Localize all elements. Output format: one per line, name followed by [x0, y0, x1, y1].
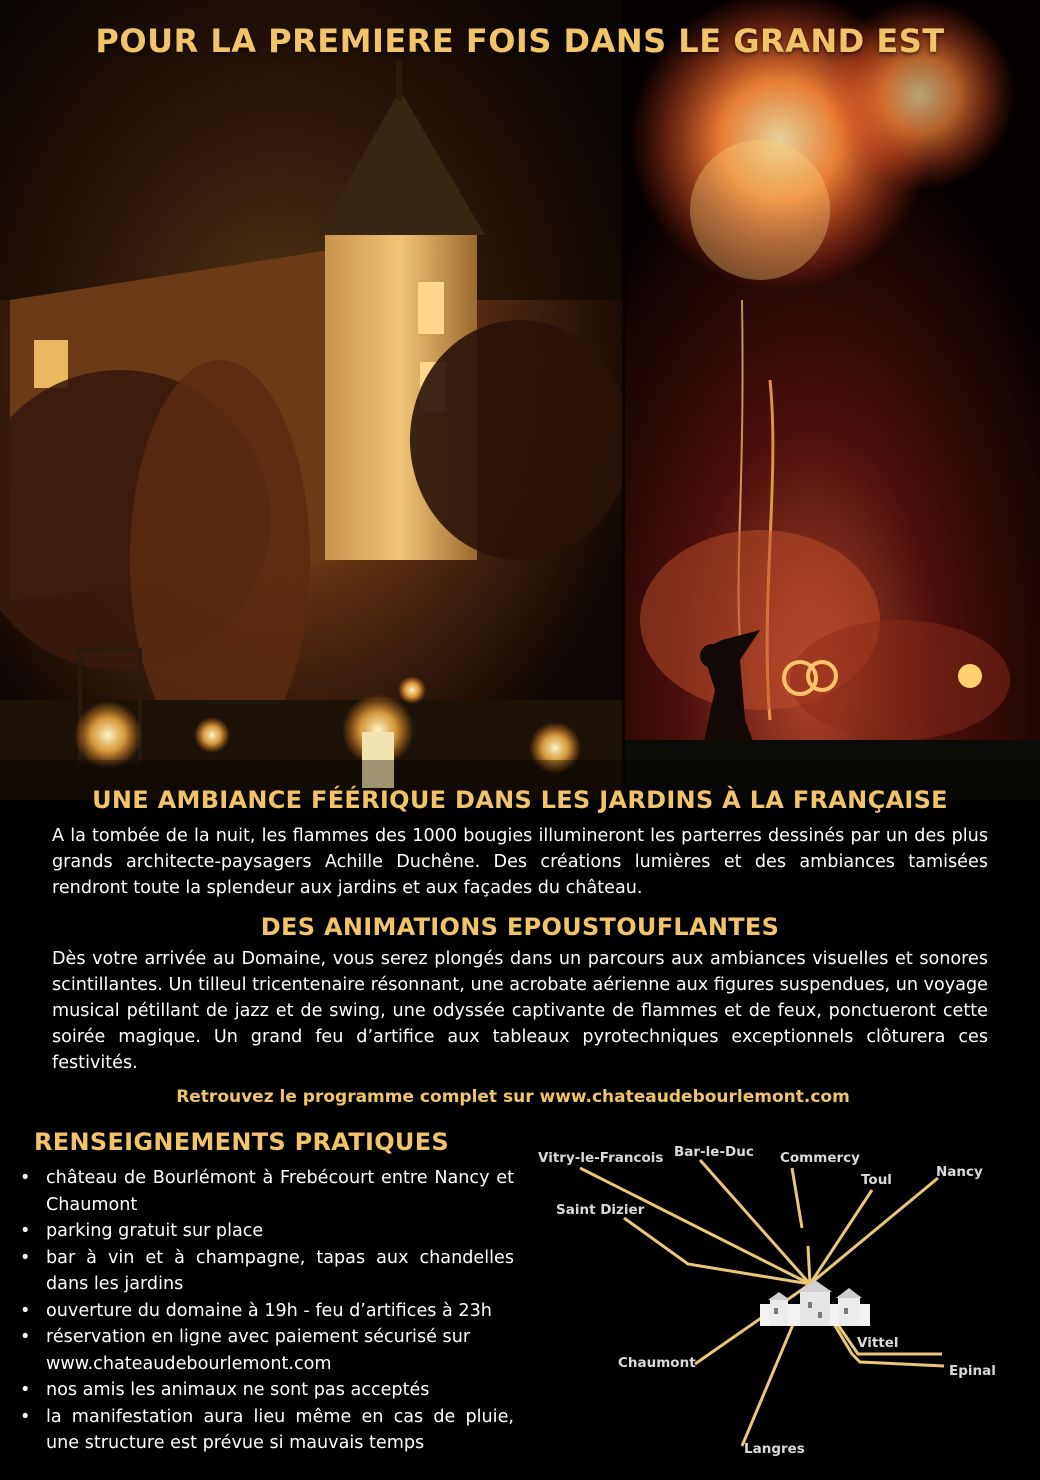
map-label-vittel: Vittel	[857, 1335, 899, 1351]
map-label-vitry: Vitry-le-Francois	[538, 1150, 664, 1166]
program-link[interactable]: Retrouvez le programme complet sur www.chateaudebourlemont.com	[176, 1087, 850, 1107]
castle-icon	[760, 1280, 870, 1326]
map-label-langres: Langres	[744, 1441, 805, 1457]
bullet-icon: •	[20, 1300, 31, 1321]
route-line-short	[808, 1246, 810, 1284]
list-item: • château de Bourlémont à Frebécourt entre Nancy et Chaumont	[20, 1165, 514, 1218]
map-label-barleduc: Bar-le-Duc	[674, 1144, 754, 1160]
map-label-toul: Toul	[861, 1172, 892, 1188]
section-animations-text: Dès votre arrivée au Domaine, vous serez plongés dans un parcours aux ambiances visuelles et sonores scintillantes. Un tilleul tricentenaire résonnant, une acrobate aérienne aux figures suspendues, un voyage musical pétillant de jazz et de swing, une odyssée captivante de flammes et de feux, ponctueront cette soirée magique. Un grand feu d’artifice aux tableaux pyrotechniques exceptionnels clôturera ces festivités.	[52, 949, 988, 1073]
bullet-icon: •	[20, 1406, 31, 1427]
bullet-icon: •	[20, 1168, 31, 1188]
map-label-nancy: Nancy	[936, 1164, 983, 1180]
route-line-commercy	[792, 1168, 802, 1228]
info-list	[20, 1165, 514, 1457]
list-item: • la manifestation aura lieu même en cas de pluie, une structure est prévue si mauvais temps	[20, 1404, 514, 1457]
section-ambiance-text: A la tombée de la nuit, les flammes des 1000 bougies illumineront les parterres dessinés par un des plus grands architecte-paysagers Achille Duchêne. Des créations lumières et des ambiances tamisées rendront toute la splendeur aux jardins et aux façades du château.	[52, 826, 988, 898]
route-map	[520, 1138, 1040, 1476]
list-item: • nos amis les animaux ne sont pas acceptés	[20, 1377, 514, 1404]
bullet-icon: •	[20, 1247, 31, 1268]
list-item: • bar à vin et à champagne, tapas aux chandelles dans les jardins	[20, 1245, 514, 1298]
list-item: • ouverture du domaine à 19h - feu d’artifices à 23h	[20, 1298, 514, 1325]
headline: POUR LA PREMIERE FOIS DANS LE GRAND EST	[95, 22, 945, 60]
bullet-icon: •	[20, 1221, 31, 1241]
map-label-epinal: Epinal	[949, 1363, 996, 1379]
map-label-commercy: Commercy	[780, 1150, 860, 1166]
map-label-chaumont: Chaumont	[618, 1355, 696, 1371]
route-line-nancy	[810, 1178, 938, 1284]
list-item: • réservation en ligne avec paiement sécurisé sur www.chateaudebourlemont.com	[20, 1324, 514, 1377]
map-label-saintdizier: Saint Dizier	[556, 1202, 645, 1218]
info-title: RENSEIGNEMENTS PRATIQUES	[34, 1128, 449, 1156]
list-item: • parking gratuit sur place	[20, 1218, 514, 1245]
section-ambiance-title: UNE AMBIANCE FÉÉRIQUE DANS LES JARDINS À LA FRANÇAISE	[92, 786, 948, 814]
route-map-svg	[520, 1138, 1040, 1476]
bullet-icon: •	[20, 1380, 31, 1400]
bullet-icon: •	[20, 1327, 31, 1347]
route-line-toul	[810, 1190, 872, 1284]
section-animations-title: DES ANIMATIONS EPOUSTOUFLANTES	[260, 913, 780, 941]
